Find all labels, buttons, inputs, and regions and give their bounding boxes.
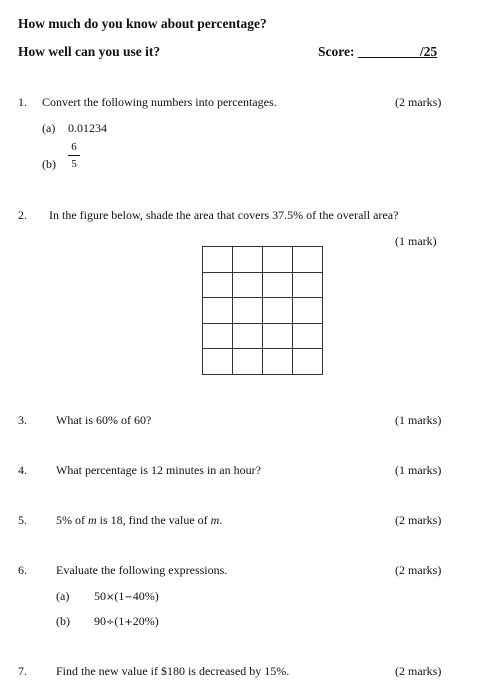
q5-text-end: . xyxy=(219,513,223,527)
q1-marks: (2 marks) xyxy=(395,95,442,109)
grid-cell[interactable] xyxy=(233,324,263,350)
grid-cell[interactable] xyxy=(263,273,293,299)
q4-marks: (1 marks) xyxy=(395,463,442,477)
grid-cell[interactable] xyxy=(293,273,323,299)
q6b-label: (b) xyxy=(56,614,70,628)
q6a-label: (a) xyxy=(56,589,70,603)
grid-cell[interactable] xyxy=(233,298,263,324)
q4-text: What percentage is 12 minutes in an hour? xyxy=(56,463,261,477)
worksheet-title: How much do you know about percentage? xyxy=(18,16,267,31)
grid-cell[interactable] xyxy=(203,298,233,324)
q6a-number: 50 xyxy=(94,589,106,603)
q5-variable-2: m xyxy=(210,513,220,527)
q7-number: 7. xyxy=(18,664,27,678)
grid-cell[interactable] xyxy=(263,349,293,375)
grid-cell[interactable] xyxy=(203,324,233,350)
score-label: Score: xyxy=(318,44,355,59)
q1b-label: (b) xyxy=(42,157,56,171)
q7-text: Find the new value if $180 is decreased by 15%. xyxy=(56,664,290,678)
fraction-bar xyxy=(68,155,80,156)
minus-symbol: − xyxy=(124,592,133,603)
worksheet-subtitle: How well can you use it? xyxy=(18,44,161,59)
q1b-numerator: 6 xyxy=(71,141,77,153)
q1b-fraction xyxy=(68,141,80,170)
score-field[interactable] xyxy=(318,44,437,60)
grid-cell[interactable] xyxy=(203,247,233,273)
q6b-one: 1 xyxy=(118,614,125,628)
grid-cell[interactable] xyxy=(263,247,293,273)
q4-number: 4. xyxy=(18,463,27,477)
grid-cell[interactable] xyxy=(293,349,323,375)
score-blank[interactable] xyxy=(358,45,420,58)
q2-number: 2. xyxy=(18,208,27,222)
q6b-number: 90 xyxy=(94,614,106,628)
q3-number: 3. xyxy=(18,413,27,427)
grid-cell[interactable] xyxy=(233,273,263,299)
q5-text xyxy=(56,513,222,528)
grid-cell[interactable] xyxy=(203,349,233,375)
grid-cell[interactable] xyxy=(233,247,263,273)
grid-cell[interactable] xyxy=(293,298,323,324)
q1b-denominator: 5 xyxy=(71,158,77,170)
q5-marks: (2 marks) xyxy=(395,513,442,527)
close-paren: ) xyxy=(154,589,159,603)
times-symbol: × xyxy=(106,592,115,603)
q6b-expression xyxy=(94,614,159,629)
q2-text: In the figure below, shade the area that covers 37.5% of the overall area? xyxy=(49,208,399,222)
shading-grid[interactable] xyxy=(202,246,323,375)
plus-symbol: + xyxy=(124,617,133,628)
grid-cell[interactable] xyxy=(263,324,293,350)
q6a-expression xyxy=(94,589,159,604)
q2-marks: (1 mark) xyxy=(395,234,437,248)
q1a-label: (a) xyxy=(42,121,56,135)
q5-text-pre: 5% of xyxy=(56,513,88,527)
q3-marks: (1 marks) xyxy=(395,413,442,427)
q3-text: What is 60% of 60? xyxy=(56,413,152,427)
q6b-percent: 20% xyxy=(132,614,155,628)
grid-cell[interactable] xyxy=(263,298,293,324)
q5-text-mid: is 18, find the value of xyxy=(96,513,211,527)
q6a-one: 1 xyxy=(118,589,125,603)
q6-number: 6. xyxy=(18,563,27,577)
grid-cell[interactable] xyxy=(293,247,323,273)
divide-symbol: ÷ xyxy=(106,617,115,628)
close-paren: ) xyxy=(154,614,159,628)
q5-variable: m xyxy=(88,513,97,527)
score-total: /25 xyxy=(419,44,438,59)
q5-number: 5. xyxy=(18,513,27,527)
q6a-percent: 40% xyxy=(132,589,155,603)
open-paren: ( xyxy=(114,614,119,628)
q1-text: Convert the following numbers into percentages. xyxy=(42,95,277,109)
open-paren: ( xyxy=(114,589,119,603)
grid-cell[interactable] xyxy=(203,273,233,299)
q6-marks: (2 marks) xyxy=(395,563,442,577)
grid-cell[interactable] xyxy=(233,349,263,375)
q6-text: Evaluate the following expressions. xyxy=(56,563,228,577)
grid-cell[interactable] xyxy=(293,324,323,350)
q7-marks: (2 marks) xyxy=(395,664,442,678)
q1a-value: 0.01234 xyxy=(68,121,107,135)
q1-number: 1. xyxy=(18,95,27,109)
